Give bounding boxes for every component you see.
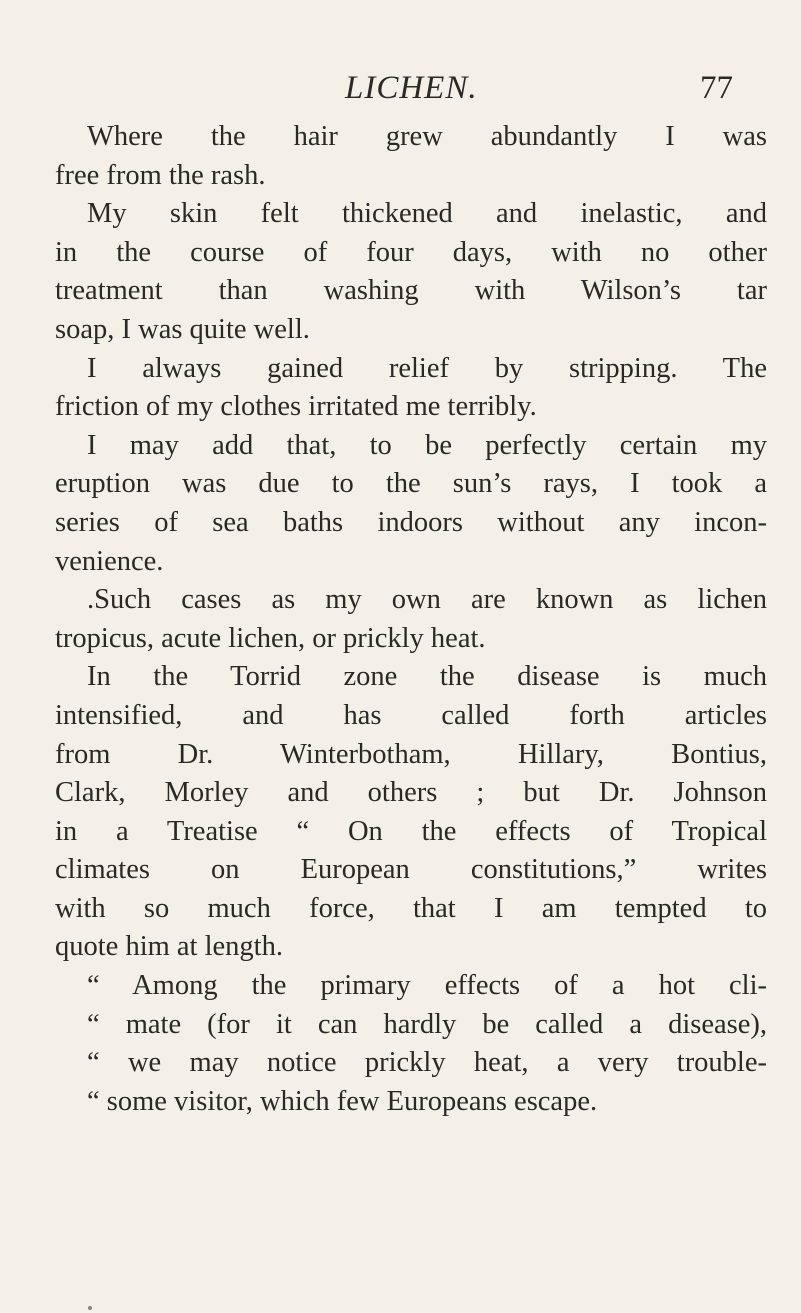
running-head: LICHEN. [345, 70, 478, 106]
paper-speck [88, 1306, 92, 1310]
text-line: “ mate (for it can hardly be called a disease), [87, 1008, 767, 1040]
body-text [55, 118, 767, 1121]
text-line: I always gained relief by stripping. The [87, 352, 767, 384]
text-line: in a Treatise “ On the effects of Tropical [55, 815, 767, 847]
text-line: venience. [55, 545, 164, 577]
text-line: In the Torrid zone the disease is much [87, 661, 767, 693]
text-line: friction of my clothes irritated me terribly. [55, 391, 537, 423]
text-line: My skin felt thickened and inelastic, and [87, 198, 767, 230]
text-line: free from the rash. [55, 159, 266, 191]
text-line: “ some visitor, which few Europeans escape. [87, 1085, 598, 1117]
text-line: “ we may notice prickly heat, a very trouble- [87, 1047, 767, 1079]
text-line: .Such cases as my own are known as lichen [87, 584, 767, 616]
text-line: eruption was due to the sun’s rays, I took a [55, 468, 767, 500]
text-line: “ Among the primary effects of a hot cli- [87, 970, 767, 1002]
text-line: in the course of four days, with no other [55, 236, 767, 268]
text-line: quote him at length. [55, 931, 283, 963]
text-line: with so much force, that I am tempted to [55, 892, 767, 924]
page-number: 77 [700, 70, 733, 106]
text-line: intensified, and has called forth articles [55, 699, 767, 731]
text-line: series of sea baths indoors without any incon- [55, 506, 767, 538]
text-line: treatment than washing with Wilson’s tar [55, 275, 767, 307]
text-line: Where the hair grew abundantly I was [87, 121, 767, 152]
text-line: Clark, Morley and others ; but Dr. Johnson [55, 777, 767, 809]
page-header [0, 70, 801, 110]
text-line: soap, I was quite well. [55, 313, 310, 345]
text-line: I may add that, to be perfectly certain my [87, 429, 767, 461]
text-line: tropicus, acute lichen, or prickly heat. [55, 622, 486, 654]
text-line: climates on European constitutions,” writes [55, 854, 767, 886]
text-line: from Dr. Winterbotham, Hillary, Bontius, [55, 738, 767, 770]
